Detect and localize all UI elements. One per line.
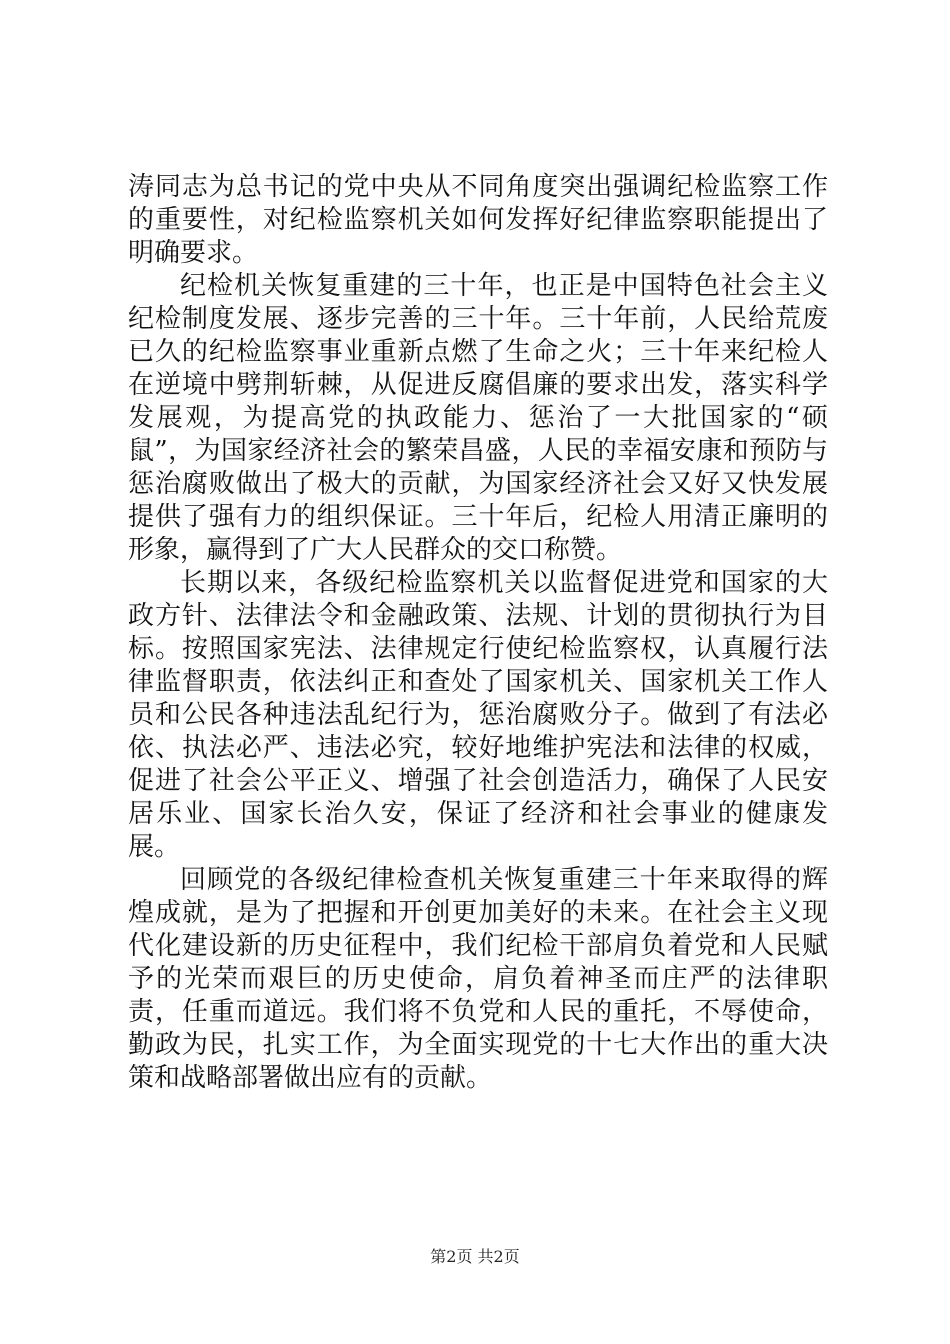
page-footer: 第2页 共2页 [430, 1247, 520, 1266]
paragraph: 回顾党的各级纪律检查机关恢复重建三十年来取得的辉煌成就，是为了把握和开创更加美好的未来。在社会主义现代化建设新的历史征程中，我们纪检干部肩负着党和人民赋予的光荣而艰巨的历史使命，肩负着神圣而庄严的法律职责，任重而道远。我们将不负党和人民的重托，不辱使命，勤政为民，扎实工作，为全面实现党的十七大作出的重大决策和战略部署做出应有的贡献。 [128, 865, 828, 1093]
paragraph: 长期以来，各级纪检监察机关以监督促进党和国家的大政方针、法律法令和金融政策、法规、计划的贯彻执行为目标。按照国家宪法、法律规定行使纪检监察权，认真履行法律监督职责，依法纠正和查处了国家机关、国家机关工作人员和公民各种违法乱纪行为，惩治腐败分子。做到了有法必依、执法必严、违法必究，较好地维护宪法和法律的权威，促进了社会公平正义、增强了社会创造活力，确保了人民安居乐业、国家长治久安，保证了经济和社会事业的健康发展。 [128, 568, 828, 862]
document-body [128, 171, 828, 1095]
paragraph-continuation: 涛同志为总书记的党中央从不同角度突出强调纪检监察工作的重要性，对纪检监察机关如何发挥好纪律监察职能提出了明确要求。 [128, 172, 828, 268]
paragraph: 纪检机关恢复重建的三十年，也正是中国特色社会主义纪检制度发展、逐步完善的三十年。三十年前，人民给荒废已久的纪检监察事业重新点燃了生命之火；三十年来纪检人在逆境中劈荆斩棘，从促进反腐倡廉的要求出发，落实科学发展观，为提高党的执政能力、惩治了一大批国家的“硕鼠”，为国家经济社会的繁荣昌盛，人民的幸福安康和预防与惩治腐败做出了极大的贡献，为国家经济社会又好又快发展提供了强有力的组织保证。三十年后，纪检人用清正廉明的形象，赢得到了广大人民群众的交口称赞。 [128, 271, 828, 565]
